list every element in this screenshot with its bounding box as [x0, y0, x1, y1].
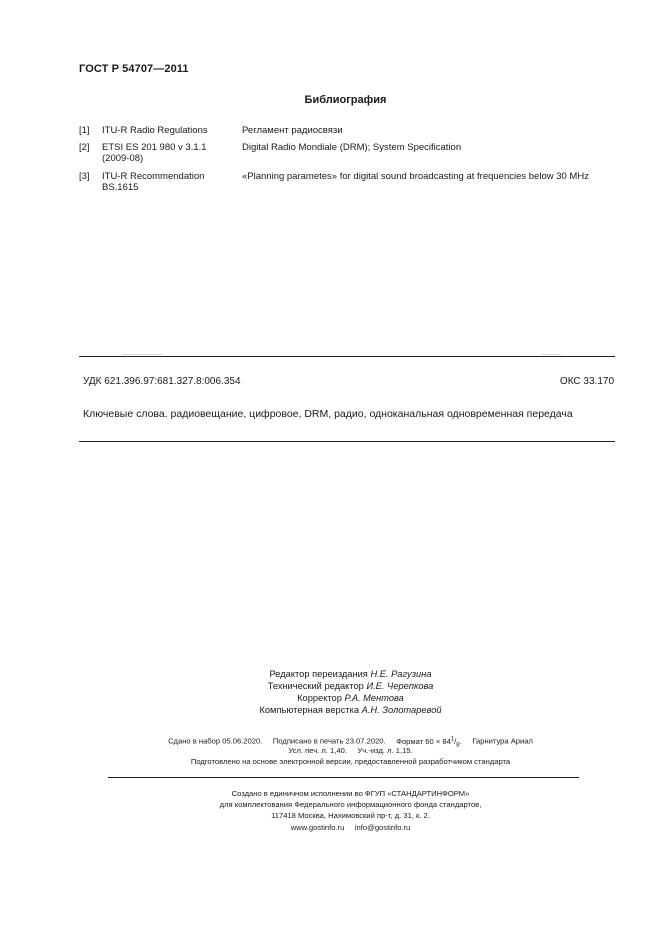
ref-title: Регламент радиосвязи	[242, 125, 343, 136]
credit-role: Технический редактор	[267, 681, 364, 691]
udk-code: УДК 621.396.97:681.327.8:006.354	[83, 376, 241, 387]
publisher-address: 117418 Москва, Нахимовский пр-т, д. 31, к. 2.	[271, 811, 430, 821]
ref-number: [3]	[79, 171, 90, 182]
typeface: Гарнитура Ариал	[472, 736, 533, 746]
publishing-sheets: Уч.-изд. л. 1,15.	[357, 746, 413, 755]
ref-code: ITU-R Recommendation BS.1615	[102, 171, 205, 193]
publisher-line: Создано в единичном исполнении во ФГУП «СТАНДАРТИНФОРМ»	[231, 789, 470, 798]
publisher-block	[0, 788, 661, 833]
ref-number: [1]	[79, 125, 90, 136]
credit-name: И.Е. Черепкова	[366, 681, 434, 691]
scan-smudge	[122, 354, 162, 355]
publisher-line: для комплектования Федерального информационного фонда стандартов,	[219, 800, 482, 810]
print-sheets: Усл. печ. л. 1,40.	[288, 746, 347, 755]
credit-role: Компьютерная верстка	[259, 705, 360, 715]
credit-role: Корректор	[297, 693, 342, 703]
keywords: Ключевые слова. радиовещание, цифровое, DRM, радио, одноканальная одновременная передача	[83, 408, 573, 420]
ref-number: [2]	[79, 142, 90, 153]
ref-title: Digital Radio Mondiale (DRM); System Specification	[242, 142, 462, 153]
divider-publisher	[108, 777, 579, 778]
signed-date: Подписано в печать 23.07.2020.	[272, 736, 386, 746]
credit-role: Редактор переиздания	[269, 669, 368, 679]
website-link[interactable]: www.gostinfo.ru	[290, 822, 345, 832]
bibliography-title: Библиография	[304, 94, 387, 106]
ref-code: ITU-R Radio Regulations	[102, 125, 208, 136]
email-link[interactable]: info@gostinfo.ru	[354, 822, 411, 832]
credit-layout	[0, 704, 661, 716]
credit-tech-editor	[0, 680, 661, 692]
print-format: Формат $60 \times 84^1/_8$.	[396, 736, 462, 749]
credit-editor	[0, 668, 661, 680]
scan-smudge	[541, 354, 561, 355]
credit-name: А.Н. Золотаревой	[361, 705, 442, 715]
divider-top	[79, 356, 615, 357]
credit-name: Н.Е. Рагузина	[370, 669, 432, 679]
ref-code: ETSI ES 201 980 v 3.1.1 (2009-08)	[102, 142, 207, 164]
submitted-date: Сдано в набор 05.06.2020.	[168, 736, 263, 746]
prepared-note: Подготовлено на основе электронной версии, предоставленной разработчиком стандарта	[190, 757, 511, 766]
divider-bottom	[79, 441, 615, 442]
credit-name: Р.А. Ментова	[344, 693, 404, 703]
ref-title: «Planning parametes» for digital sound broadcasting at frequencies below 30 MHz	[242, 171, 589, 182]
credit-proofreader	[0, 692, 661, 704]
publisher-contacts	[40, 822, 661, 833]
standard-header: ГОСТ Р 54707—2011	[79, 63, 189, 75]
oks-code: ОКС 33.170	[559, 376, 614, 387]
